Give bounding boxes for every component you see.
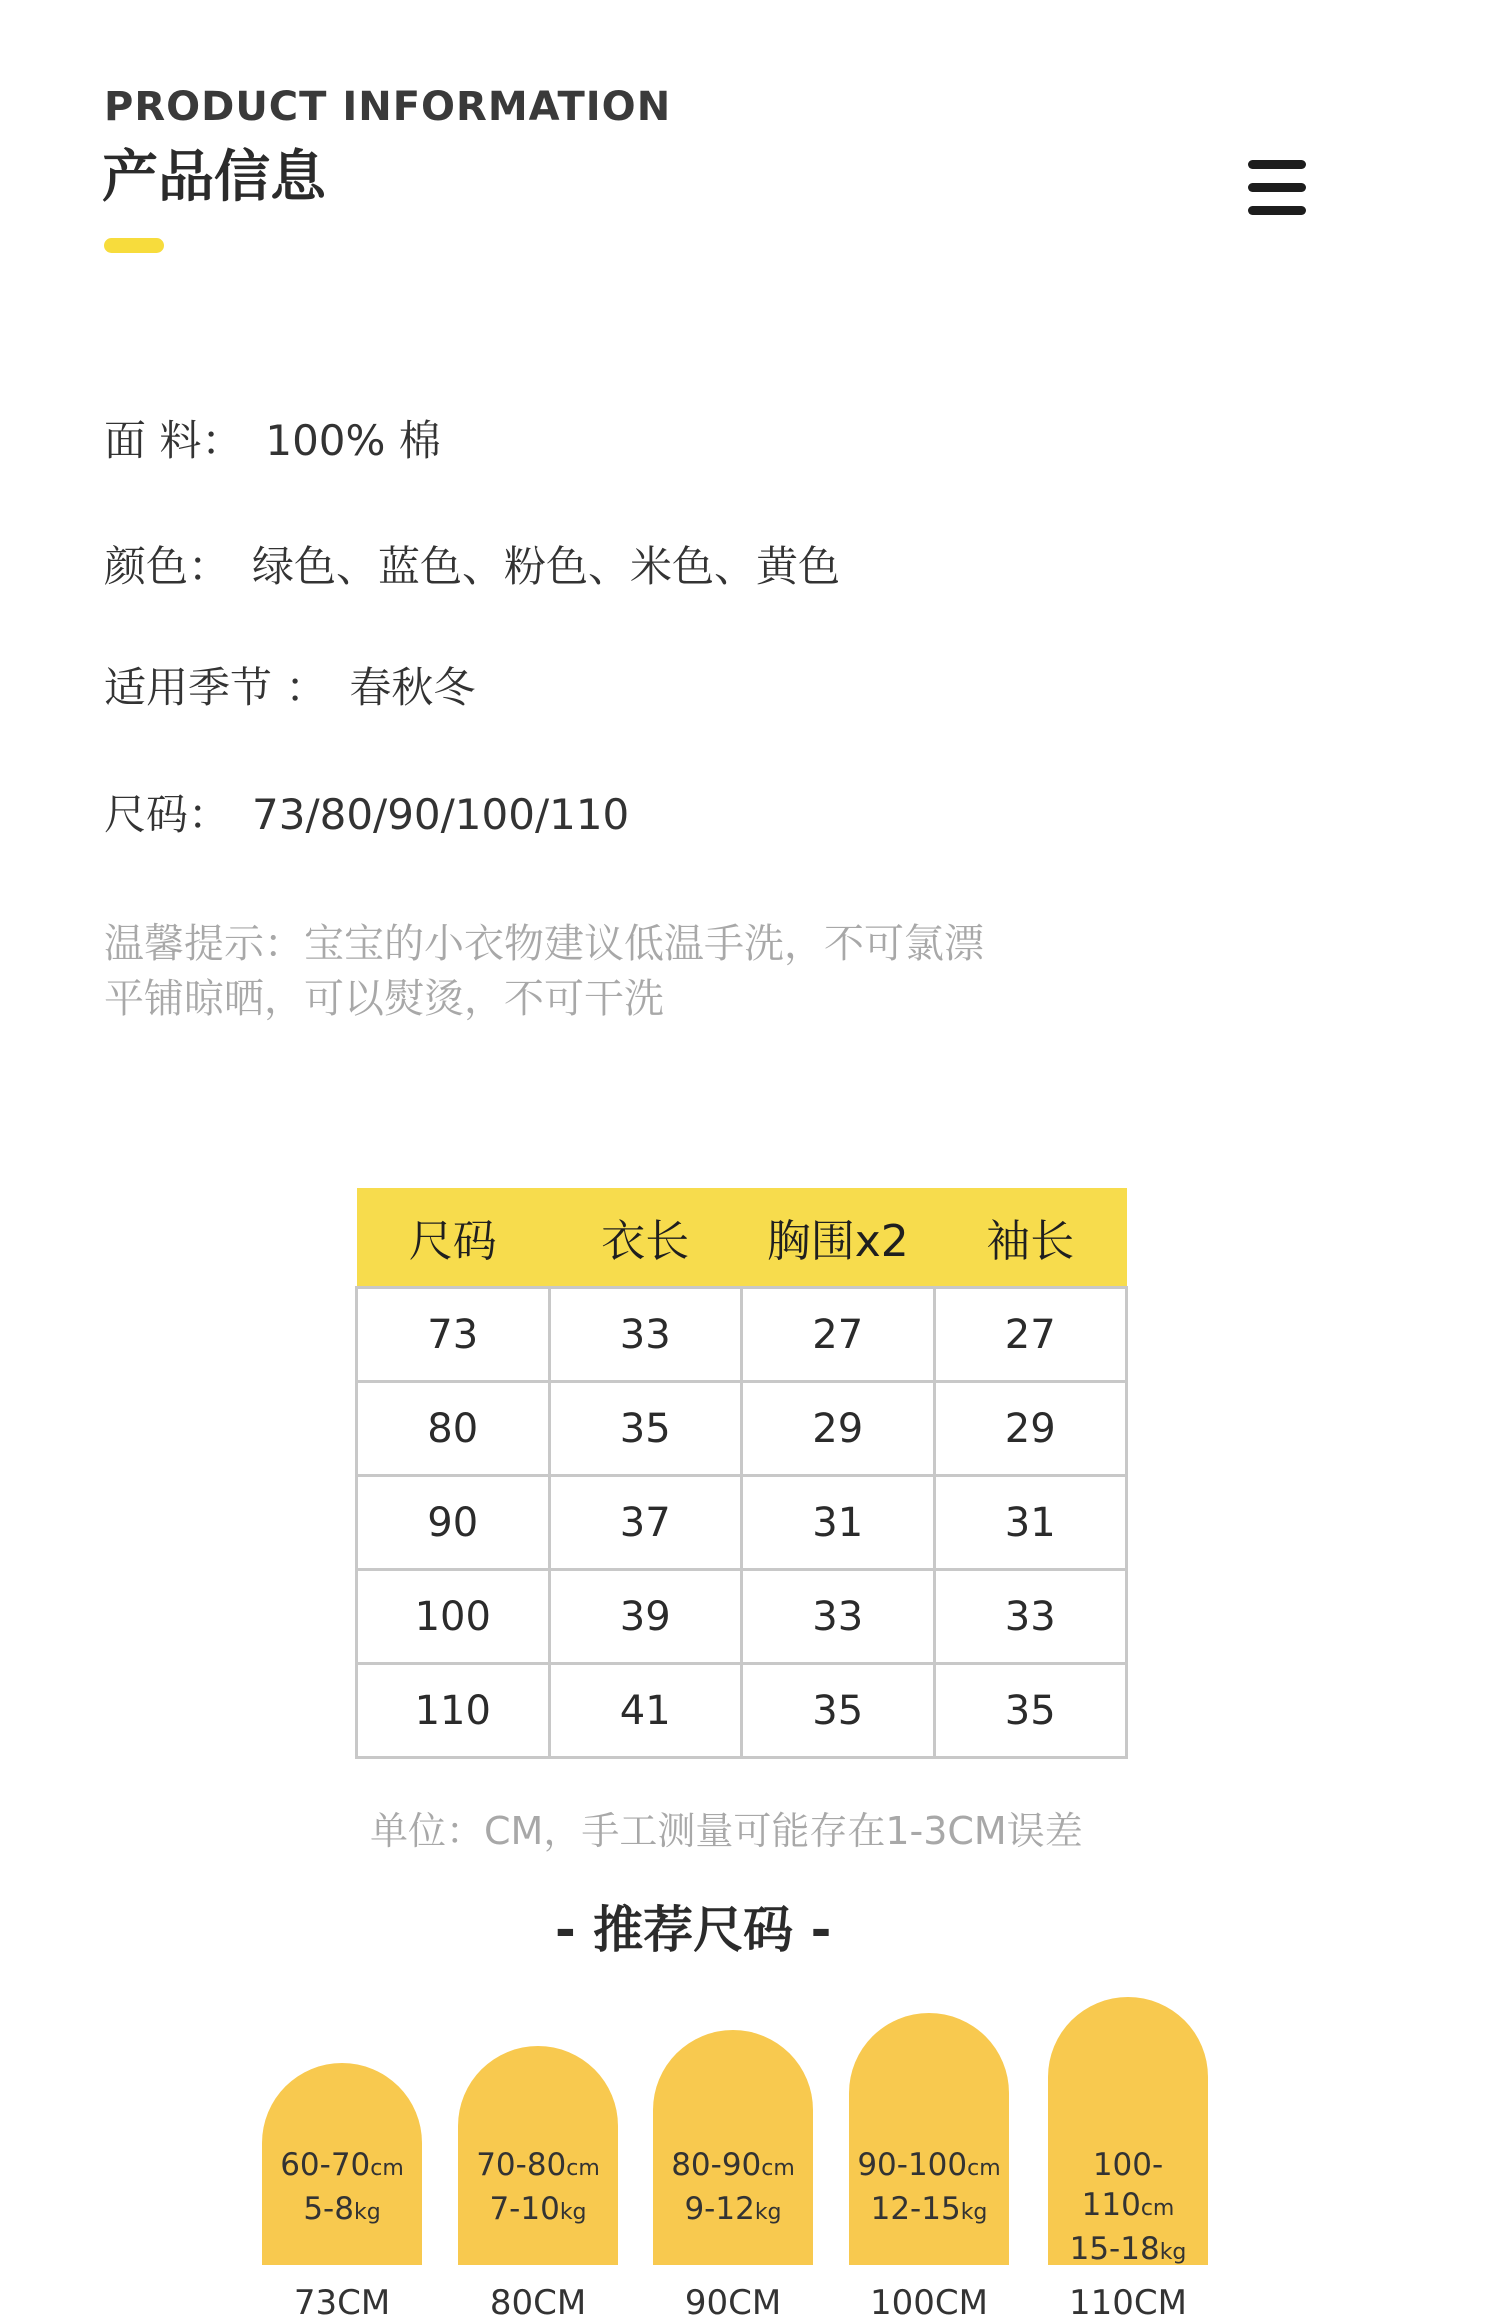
info-season xyxy=(104,655,475,715)
recommend-size-label: 80CM xyxy=(489,2283,587,2323)
table-cell: 27 xyxy=(934,1288,1127,1382)
table-cell: 33 xyxy=(742,1570,935,1664)
recommend-height: 90-100 xyxy=(857,2147,968,2183)
info-size-label: 尺码： xyxy=(104,790,231,839)
recommend-weight-unit: kg xyxy=(1159,2240,1187,2265)
recommend-weight: 7-10 xyxy=(489,2191,560,2227)
recommend-card-2 xyxy=(458,2046,618,2265)
recommend-card-1 xyxy=(262,2063,422,2265)
recommend-title: - 推荐尺码 - xyxy=(555,1901,832,1959)
table-row xyxy=(357,1288,1127,1382)
recommend-height: 100-110 xyxy=(1081,2147,1164,2223)
menu-icon[interactable] xyxy=(1248,158,1308,218)
recommend-weight: 5-8 xyxy=(303,2191,354,2227)
info-fabric-value: 100% 棉 xyxy=(265,416,441,465)
size-table-header: 袖长 xyxy=(934,1188,1127,1288)
table-cell: 41 xyxy=(549,1664,742,1758)
table-cell: 100 xyxy=(357,1570,550,1664)
info-fabric xyxy=(104,408,441,468)
recommend-height-unit: cm xyxy=(967,2156,1001,2181)
info-color-label: 颜色： xyxy=(104,542,231,591)
info-season-label: 适用季节 ： xyxy=(104,663,328,712)
recommend-size-label: 90CM xyxy=(684,2283,782,2323)
size-table xyxy=(355,1188,1128,1759)
table-cell: 31 xyxy=(934,1476,1127,1570)
table-cell: 33 xyxy=(549,1288,742,1382)
care-tip-line-1: 温馨提示：宝宝的小衣物建议低温手洗，不可氯漂 xyxy=(104,921,984,967)
recommend-card-4 xyxy=(849,2013,1009,2265)
recommend-card-5 xyxy=(1048,1997,1208,2265)
table-cell: 35 xyxy=(549,1382,742,1476)
size-table-header-row xyxy=(357,1188,1127,1288)
table-cell: 39 xyxy=(549,1570,742,1664)
info-color-value: 绿色、蓝色、粉色、米色、黄色 xyxy=(252,542,841,591)
recommend-height-unit: cm xyxy=(370,2156,404,2181)
table-row xyxy=(357,1476,1127,1570)
table-row xyxy=(357,1664,1127,1758)
recommend-weight-unit: kg xyxy=(559,2200,587,2225)
recommend-weight: 15-18 xyxy=(1069,2231,1160,2267)
recommend-weight: 9-12 xyxy=(684,2191,755,2227)
recommend-size-label: 110CM xyxy=(1069,2283,1187,2323)
table-cell: 80 xyxy=(357,1382,550,1476)
table-cell: 31 xyxy=(742,1476,935,1570)
table-cell: 27 xyxy=(742,1288,935,1382)
table-cell: 90 xyxy=(357,1476,550,1570)
table-row xyxy=(357,1570,1127,1664)
header-title-cn: 产品信息 xyxy=(102,145,326,210)
table-cell: 29 xyxy=(934,1382,1127,1476)
recommend-size-label: 73CM xyxy=(293,2283,391,2323)
header-title-en: PRODUCT INFORMATION xyxy=(104,84,672,130)
care-tip-line-2: 平铺晾晒，可以熨烫，不可干洗 xyxy=(104,976,664,1022)
table-cell: 35 xyxy=(934,1664,1127,1758)
table-cell: 33 xyxy=(934,1570,1127,1664)
header-accent-bar xyxy=(104,238,164,253)
info-size-value: 73/80/90/100/110 xyxy=(252,790,630,839)
table-cell: 37 xyxy=(549,1476,742,1570)
info-season-value: 春秋冬 xyxy=(349,663,476,712)
recommend-card-3 xyxy=(653,2030,813,2265)
care-tip xyxy=(104,917,984,1027)
recommend-weight-unit: kg xyxy=(960,2200,988,2225)
table-cell: 110 xyxy=(357,1664,550,1758)
table-cell: 29 xyxy=(742,1382,935,1476)
recommend-height: 70-80 xyxy=(476,2147,567,2183)
size-table-header: 衣长 xyxy=(549,1188,742,1288)
size-table-header: 尺码 xyxy=(357,1188,550,1288)
recommend-height: 60-70 xyxy=(280,2147,371,2183)
table-row xyxy=(357,1382,1127,1476)
info-color xyxy=(104,534,840,594)
table-cell: 73 xyxy=(357,1288,550,1382)
recommend-weight: 12-15 xyxy=(870,2191,961,2227)
recommend-size-label: 100CM xyxy=(870,2283,988,2323)
unit-note: 单位：CM，手工测量可能存在1-3CM误差 xyxy=(370,1809,1083,1853)
recommend-weight-unit: kg xyxy=(754,2200,782,2225)
size-table-header: 胸围x2 xyxy=(742,1188,935,1288)
recommend-height-unit: cm xyxy=(566,2156,600,2181)
info-fabric-label: 面 料： xyxy=(104,416,244,465)
recommend-height-unit: cm xyxy=(761,2156,795,2181)
recommend-height-unit: cm xyxy=(1140,2196,1175,2221)
recommend-weight-unit: kg xyxy=(353,2200,381,2225)
info-size xyxy=(104,782,629,842)
table-cell: 35 xyxy=(742,1664,935,1758)
recommend-height: 80-90 xyxy=(671,2147,762,2183)
